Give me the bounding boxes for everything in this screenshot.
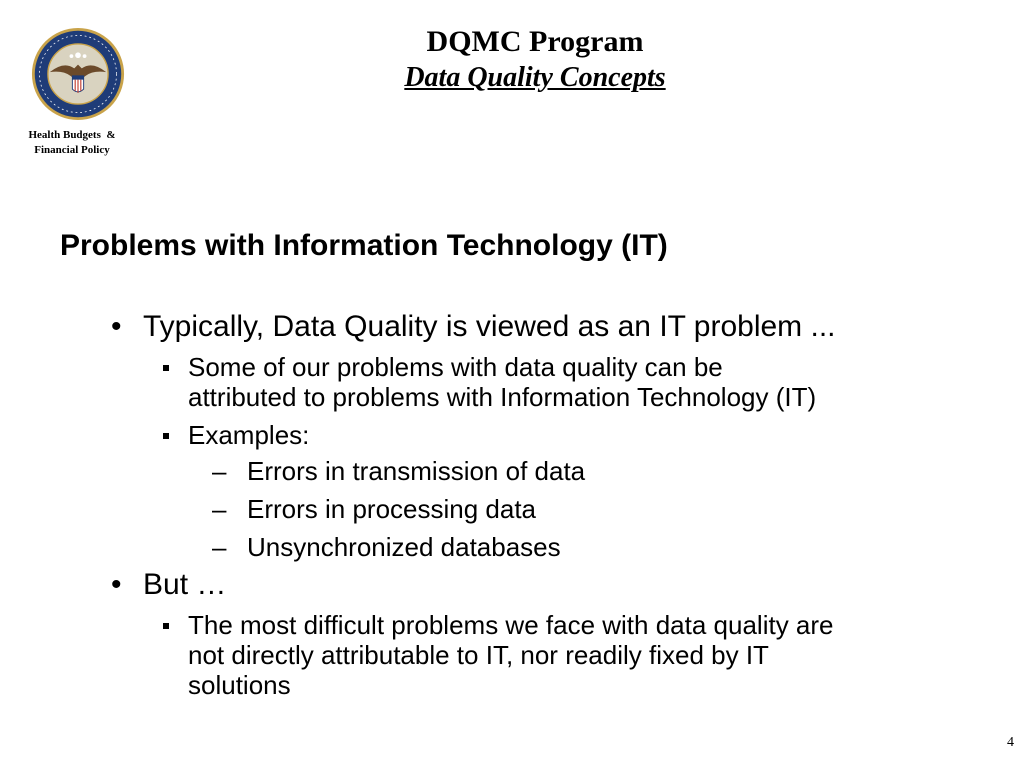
program-title: DQMC Program [426, 25, 644, 58]
slide-heading: Problems with Information Technology (IT) [60, 229, 668, 262]
sub-bullet-line: Some of our problems with data quality can be [188, 352, 723, 382]
program-subtitle: Data Quality Concepts [404, 62, 666, 93]
dash-marker: – [212, 532, 227, 562]
example-item: Unsynchronized databases [247, 532, 561, 562]
sub-bullet-line: solutions [188, 670, 291, 700]
slide-header [300, 22, 770, 94]
bullet-marker: • [111, 568, 122, 601]
bullet-but: But … [143, 568, 227, 601]
org-name-line1: Health Budgets & [28, 129, 116, 141]
square-bullet-marker [163, 365, 169, 371]
dash-marker: – [212, 494, 227, 524]
square-bullet-marker [163, 433, 169, 439]
org-name [8, 128, 136, 158]
bullet-typically: Typically, Data Quality is viewed as an IT problem ... [143, 310, 836, 343]
square-bullet-marker [163, 623, 169, 629]
bullet-marker: • [111, 310, 122, 343]
sub-bullet-line: attributed to problems with Information Technology (IT) [188, 382, 817, 412]
org-name-line2: Financial Policy [34, 144, 110, 156]
dash-marker: – [212, 456, 227, 486]
sub-bullet-examples: Examples: [188, 420, 310, 450]
page-number: 4 [1007, 735, 1014, 750]
sub-bullet-line: not directly attributable to IT, nor readily fixed by IT [188, 640, 769, 670]
example-item: Errors in processing data [247, 494, 537, 524]
dod-seal-icon [31, 27, 125, 121]
example-item: Errors in transmission of data [247, 456, 586, 486]
sub-bullet-line: The most difficult problems we face with data quality are [188, 610, 834, 640]
